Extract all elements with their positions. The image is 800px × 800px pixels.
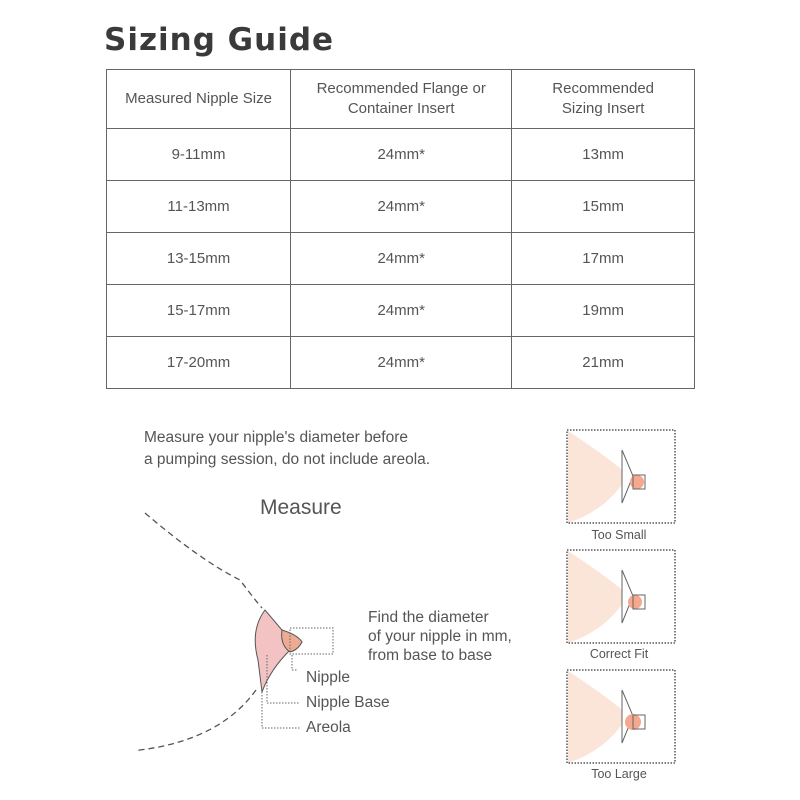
table-cell: 24mm* [291,129,512,181]
table-cell: 17mm [512,233,695,285]
page-title: Sizing Guide [104,22,335,58]
header-cell: Measured Nipple Size [107,70,291,129]
table-cell: 9-11mm [107,129,291,181]
find-line: of your nipple in mm, [368,628,512,645]
instructions-line: a pumping session, do not include areola. [144,451,431,468]
table-cell: 21mm [512,337,695,389]
fit-correct-image [567,550,675,643]
header-cell: Recommended Sizing Insert [512,70,695,129]
table-cell: 19mm [512,285,695,337]
table-cell: 11-13mm [107,181,291,233]
instructions-line: Measure your nipple's diameter before [144,429,409,446]
find-line: Find the diameter [368,609,489,626]
fit-too-large-image [567,670,675,763]
table-cell: 15-17mm [107,285,291,337]
find-line: from base to base [368,647,493,664]
fit-label-too-large: Too Large [591,767,647,781]
table-cell: 24mm* [291,233,512,285]
nipple-label: Nipple [306,669,350,686]
table-cell: 13mm [512,129,695,181]
table-cell: 17-20mm [107,337,291,389]
table-cell: 24mm* [291,181,512,233]
areola-label: Areola [306,719,351,736]
fit-too-small-image [567,430,675,523]
table-cell: 13-15mm [107,233,291,285]
nipple-base-label: Nipple Base [306,694,390,711]
table-cell: 15mm [512,181,695,233]
table-cell: 24mm* [291,337,512,389]
header-cell: Recommended Flange or Container Insert [291,70,512,129]
fit-label-too-small: Too Small [591,528,647,542]
fit-label-correct: Correct Fit [589,647,649,661]
measure-heading: Measure [260,496,342,519]
table-cell: 24mm* [291,285,512,337]
